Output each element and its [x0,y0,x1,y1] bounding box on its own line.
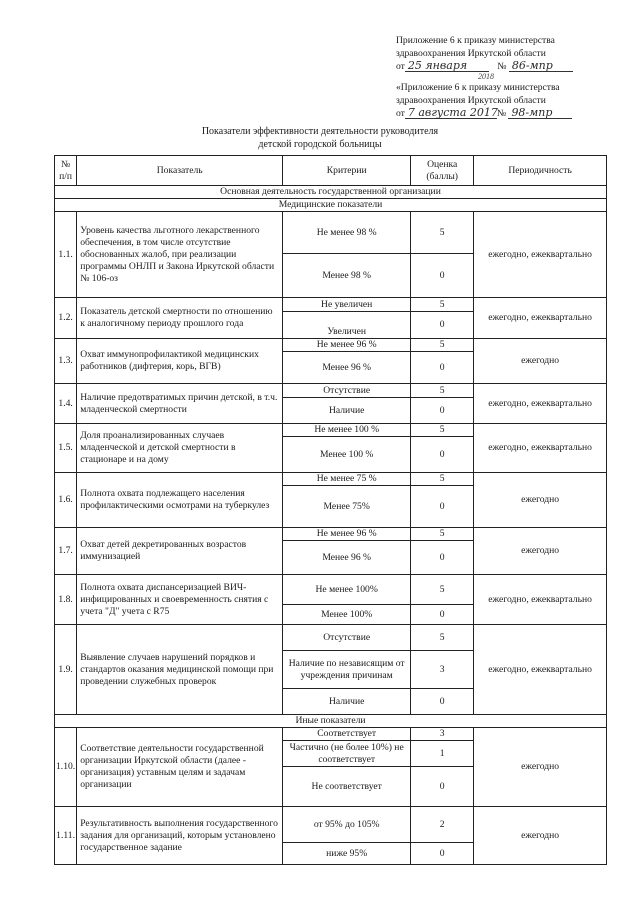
row-score: 3 [411,728,474,741]
row-score: 5 [411,528,474,541]
header-line-4: «Приложение 6 к приказу министерства [396,82,560,93]
section-main: Основная деятельность государственной организации [55,186,607,199]
table-row [55,298,607,312]
header-line-6 [396,107,631,120]
row-period: ежегодно, ежеквартально [474,625,607,715]
row-criterion: Не увеличен [283,298,411,312]
row-period: ежегодно [474,728,607,807]
row-score: 0 [411,541,474,575]
row-score: 0 [411,352,474,384]
row-period: ежегодно [474,473,607,528]
table-row [55,528,607,541]
row-criterion: Наличие [283,398,411,424]
row-indicator: Охват иммунопрофилактикой медицинских работников (дифтерия, корь, ВГВ) [77,339,283,384]
row-score: 0 [411,398,474,424]
row-criterion: Не менее 100% [283,575,411,605]
row-score: 3 [411,651,474,689]
table-row [55,575,607,605]
row-indicator: Показатель детской смертности по отношению к аналогичному периоду прошлого года [77,298,283,339]
table-row [55,728,607,741]
col-indicator: Показатель [77,156,283,186]
row-criterion: Наличие [283,689,411,715]
table-row [55,212,607,254]
row-num: 1.9. [55,625,77,715]
row-score: 5 [411,339,474,352]
section-row [55,715,607,728]
col-num: № п/п [55,156,77,186]
row-score: 0 [411,767,474,807]
header-from-label: от [396,61,405,72]
row-indicator: Охват детей декретированных возрастов иммунизацией [77,528,283,575]
row-num: 1.4. [55,384,77,424]
table-row [55,625,607,651]
row-period: ежегодно, ежеквартально [474,575,607,625]
row-score: 5 [411,473,474,486]
col-score: Оценка (баллы) [411,156,474,186]
row-score: 5 [411,575,474,605]
row-criterion: Не менее 100 % [283,424,411,437]
row-indicator: Соответствие деятельности государственной организации Иркутской области (далее - организация) уставным целям и задачам организации [77,728,283,807]
row-criterion: Частично (не более 10%) не соответствует [283,741,411,767]
row-score: 0 [411,254,474,298]
header-line-3 [396,60,631,73]
row-num: 1.1. [55,212,77,298]
row-num: 1.3. [55,339,77,384]
row-score: 0 [411,312,474,339]
row-score: 0 [411,605,474,625]
col-period: Периодичность [474,156,607,186]
row-period: ежегодно, ежеквартально [474,212,607,298]
row-period: ежегодно, ежеквартально [474,384,607,424]
row-period: ежегодно [474,528,607,575]
row-criterion: Увеличен [283,312,411,339]
handwritten-number-1: 86-мпр [509,60,573,72]
row-indicator: Результативность выполнения государственного задания для организаций, которым установлено государственное задание [77,807,283,865]
row-criterion: Не менее 96 % [283,528,411,541]
row-score: 5 [411,298,474,312]
row-score: 1 [411,741,474,767]
table-row [55,807,607,843]
row-criterion: Отсутствие [283,625,411,651]
row-period: ежегодно [474,339,607,384]
section-other: Иные показатели [55,715,607,728]
row-num: 1.7. [55,528,77,575]
row-indicator: Выявление случаев нарушений порядков и стандартов оказания медицинской помощи при проведении служебных проверок [77,625,283,715]
row-indicator: Уровень качества льготного лекарственного обеспечения, в том числе отсутствие обоснованных жалоб, при реализации программы ОНЛП и Закона Иркутской области № 106-оз [77,212,283,298]
handwritten-date-2: 7 августа 2017 [405,107,497,119]
row-criterion: Не менее 96 % [283,339,411,352]
title-line-1: Показатели эффективности деятельности руководителя [201,126,439,137]
section-row [55,199,607,212]
col-criteria: Критерии [283,156,411,186]
row-score: 5 [411,212,474,254]
row-criterion: Менее 100 % [283,437,411,473]
row-num: 1.2. [55,298,77,339]
row-criterion: от 95% до 105% [283,807,411,843]
handwritten-number-2: 98-мпр [508,107,572,119]
row-period: ежегодно, ежеквартально [474,298,607,339]
row-score: 0 [411,486,474,528]
document-title [0,125,640,151]
row-indicator: Полнота охвата диспансеризацией ВИЧ-инфицированных и своевременность снятия с учета "Д" учета с R75 [77,575,283,625]
row-num: 1.8. [55,575,77,625]
row-score: 0 [411,689,474,715]
table-row [55,424,607,437]
header-line-1: Приложение 6 к приказу министерства [396,35,555,46]
row-score: 0 [411,437,474,473]
header-line-2: здравоохранения Иркутской области [396,48,546,59]
row-indicator: Полнота охвата подлежащего населения профилактическими осмотрами на туберкулез [77,473,283,528]
row-criterion: Менее 98 % [283,254,411,298]
header-number-label-2: № [496,108,507,119]
document-header [396,34,631,120]
row-criterion: Не соответствует [283,767,411,807]
row-criterion: Отсутствие [283,384,411,398]
row-period: ежегодно [474,807,607,865]
table-row [55,384,607,398]
row-num: 1.10. [55,728,77,807]
row-score: 5 [411,625,474,651]
row-period: ежегодно, ежеквартально [474,424,607,473]
handwritten-date-1: 25 января [405,60,489,72]
title-line-2: детской городской больницы [258,139,382,150]
table-row [55,339,607,352]
row-score: 2 [411,807,474,843]
row-num: 1.11. [55,807,77,865]
row-criterion: Не менее 75 % [283,473,411,486]
row-criterion: Менее 75% [283,486,411,528]
row-score: 5 [411,384,474,398]
row-criterion: Менее 96 % [283,541,411,575]
row-num: 1.5. [55,424,77,473]
header-line-5: здравоохранения Иркутской области [396,95,546,106]
section-row [55,186,607,199]
header-from-label-2: от [396,108,405,119]
row-score: 0 [411,843,474,865]
row-indicator: Доля проанализированных случаев младенческой и детской смертности в стационаре и на дому [77,424,283,473]
row-criterion: Менее 100% [283,605,411,625]
section-medical: Медицинские показатели [55,199,607,212]
row-criterion: Не менее 98 % [283,212,411,254]
row-criterion: Соответствует [283,728,411,741]
table-header-row [55,156,607,186]
handwritten-year: 2018 [478,72,494,81]
row-num: 1.6. [55,473,77,528]
indicators-table [54,155,607,865]
row-criterion: ниже 95% [283,843,411,865]
row-criterion: Менее 96 % [283,352,411,384]
table-row [55,473,607,486]
row-score: 5 [411,424,474,437]
row-criterion: Наличие по независящим от учреждения причинам [283,651,411,689]
row-indicator: Наличие предотвратимых причин детской, в т.ч. младенческой смертности [77,384,283,424]
header-number-label: № [497,61,507,72]
